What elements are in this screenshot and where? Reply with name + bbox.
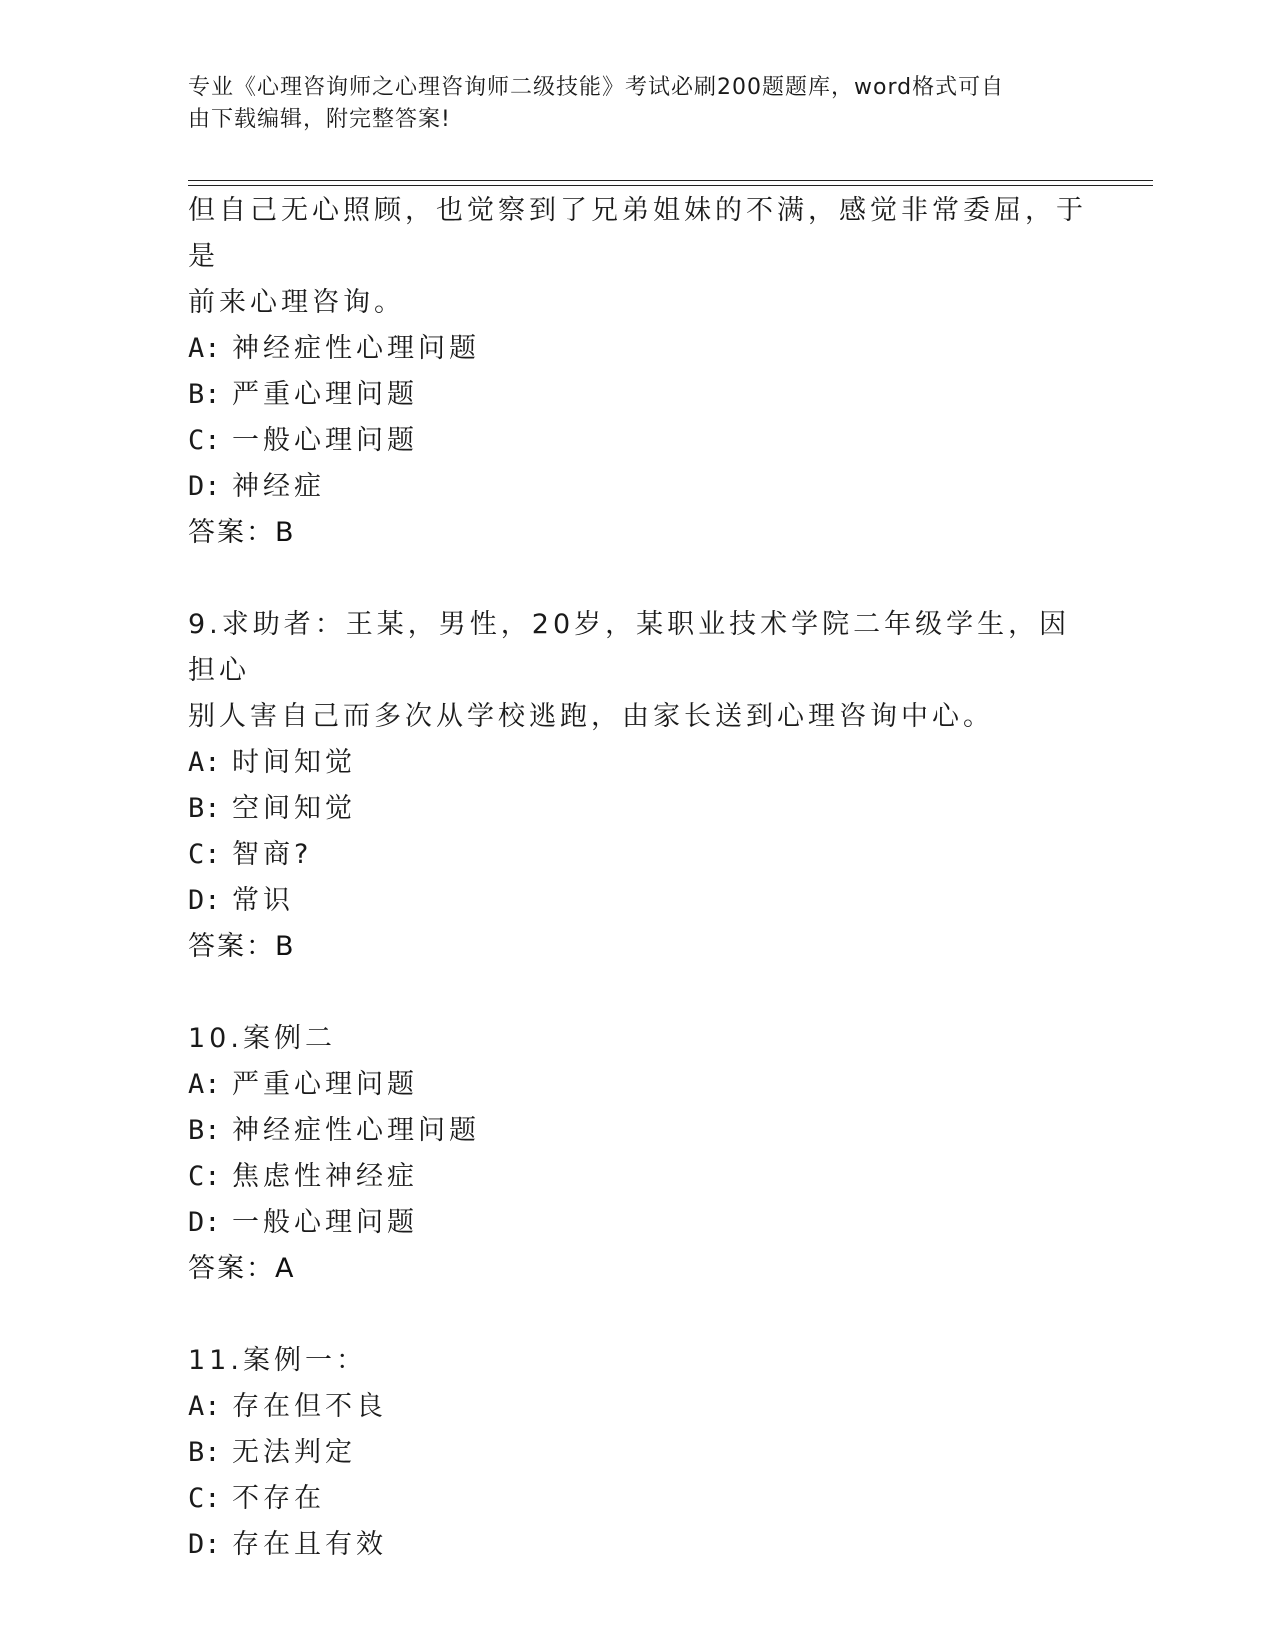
option-text: 存在且有效 — [232, 1529, 387, 1560]
answer-label: 答案： — [188, 931, 275, 962]
option-a — [188, 1384, 1088, 1430]
spacer — [188, 1292, 1088, 1338]
header-line-1: 专业《心理咨询师之心理咨询师二级技能》考试必刷200题题库，word格式可自 — [188, 75, 1005, 100]
option-key: B: — [188, 1115, 221, 1146]
option-key: D: — [188, 471, 221, 502]
header-divider-bottom — [188, 185, 1153, 186]
option-text: 常识 — [232, 885, 294, 916]
option-text: 智商? — [232, 839, 313, 870]
option-key: D: — [188, 1529, 221, 1560]
option-d — [188, 1522, 1088, 1568]
question-title: 11.案例一： — [188, 1345, 367, 1376]
option-key: A: — [188, 333, 221, 364]
answer-line — [188, 924, 1088, 970]
question-10 — [188, 1016, 1088, 1292]
option-c — [188, 418, 1088, 464]
spacer — [188, 970, 1088, 1016]
option-key: C: — [188, 1161, 221, 1192]
question-text-line: 别人害自己而多次从学校逃跑，由家长送到心理咨询中心。 — [188, 701, 994, 732]
option-key: B: — [188, 1437, 221, 1468]
option-b — [188, 1108, 1088, 1154]
option-b — [188, 1430, 1088, 1476]
answer-value: A — [275, 1253, 296, 1284]
question-title: 10.案例二 — [188, 1023, 336, 1054]
option-d — [188, 878, 1088, 924]
option-key: B: — [188, 793, 221, 824]
option-text: 一般心理问题 — [232, 425, 418, 456]
option-text: 严重心理问题 — [232, 1069, 418, 1100]
option-key: D: — [188, 1207, 221, 1238]
option-text: 神经症性心理问题 — [232, 333, 480, 364]
option-d — [188, 1200, 1088, 1246]
option-c — [188, 832, 1088, 878]
option-key: C: — [188, 425, 221, 456]
spacer — [188, 556, 1088, 602]
answer-label: 答案： — [188, 517, 275, 548]
document-body — [188, 188, 1088, 1568]
answer-value: B — [275, 517, 296, 548]
document-header — [188, 72, 1068, 136]
option-text: 无法判定 — [232, 1437, 356, 1468]
header-line-2: 由下载编辑，附完整答案! — [188, 107, 451, 132]
question-text-line: 但自己无心照顾，也觉察到了兄弟姐妹的不满，感觉非常委屈，于是 — [188, 195, 1087, 272]
option-key: A: — [188, 747, 221, 778]
option-b — [188, 786, 1088, 832]
answer-line — [188, 510, 1088, 556]
option-key: A: — [188, 1391, 221, 1422]
option-b — [188, 372, 1088, 418]
option-text: 时间知觉 — [232, 747, 356, 778]
answer-value: B — [275, 931, 296, 962]
option-key: C: — [188, 1483, 221, 1514]
answer-line — [188, 1246, 1088, 1292]
option-c — [188, 1154, 1088, 1200]
answer-label: 答案： — [188, 1253, 275, 1284]
option-text: 焦虑性神经症 — [232, 1161, 418, 1192]
question-text-line: 9.求助者：王某，男性，20岁，某职业技术学院二年级学生，因担心 — [188, 609, 1071, 686]
option-d — [188, 464, 1088, 510]
option-text: 空间知觉 — [232, 793, 356, 824]
option-key: C: — [188, 839, 221, 870]
option-a — [188, 740, 1088, 786]
option-text: 不存在 — [232, 1483, 325, 1514]
option-text: 神经症 — [232, 471, 325, 502]
header-divider-top — [188, 180, 1153, 181]
option-key: A: — [188, 1069, 221, 1100]
question-continuation — [188, 188, 1088, 556]
option-c — [188, 1476, 1088, 1522]
option-a — [188, 1062, 1088, 1108]
option-key: B: — [188, 379, 221, 410]
option-text: 一般心理问题 — [232, 1207, 418, 1238]
question-text-line: 前来心理咨询。 — [188, 287, 405, 318]
option-key: D: — [188, 885, 221, 916]
option-text: 存在但不良 — [232, 1391, 387, 1422]
question-9 — [188, 602, 1088, 970]
option-text: 严重心理问题 — [232, 379, 418, 410]
question-11 — [188, 1338, 1088, 1568]
option-text: 神经症性心理问题 — [232, 1115, 480, 1146]
option-a — [188, 326, 1088, 372]
